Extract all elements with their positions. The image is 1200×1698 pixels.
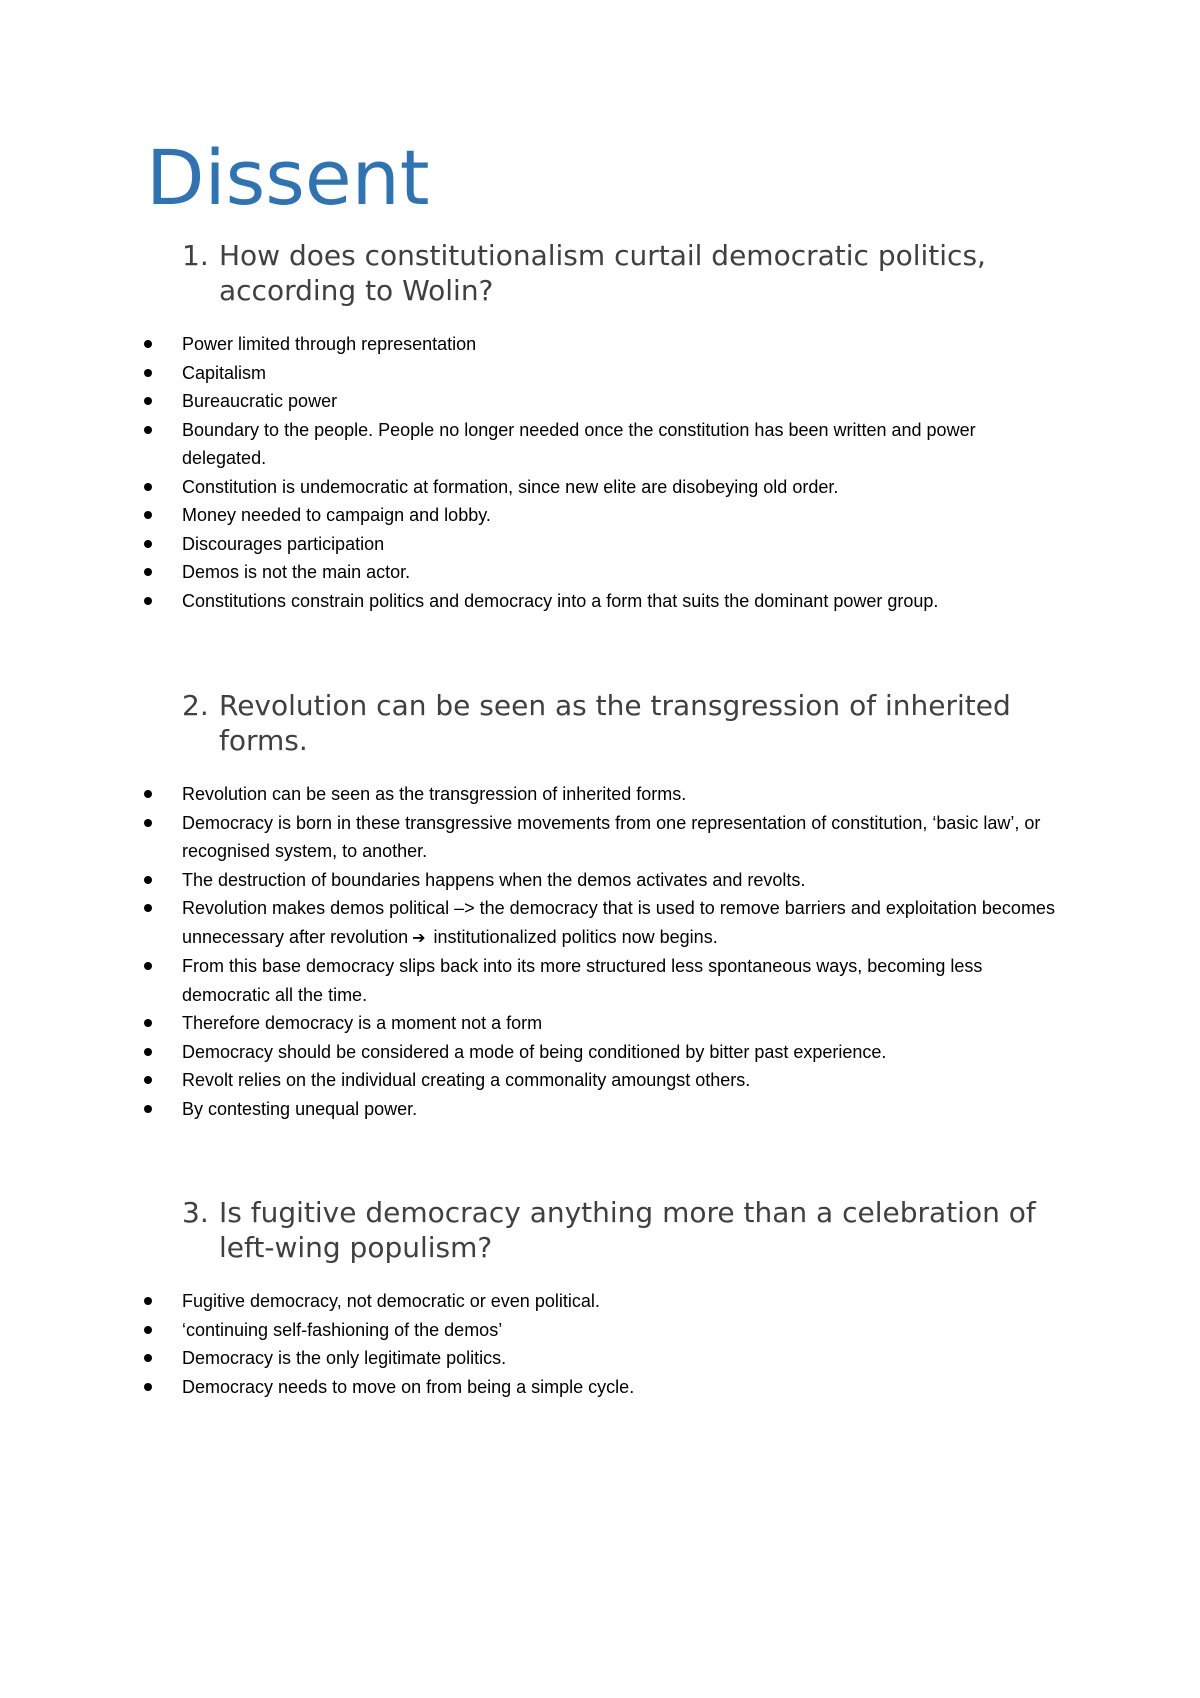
list-item-text: From this base democracy slips back into its more structured less spontaneous ways, becoming less democratic all the time. <box>182 956 983 1005</box>
list-item-text: Constitution is undemocratic at formation, since new elite are disobeying old order. <box>182 476 839 497</box>
list-item-text: Revolution makes demos political –> the democracy that is used to remove barriers and exploitation becomes unnecessary after revolution <box>182 898 1055 947</box>
list-item <box>0 416 1062 473</box>
bullet-dot-icon <box>144 1048 152 1056</box>
section-heading-text: Is fugitive democracy anything more than a celebration of left-wing populism? <box>219 1196 1036 1264</box>
list-item <box>0 894 1062 952</box>
list-item-text: Demos is not the main actor. <box>182 562 411 582</box>
section-heading-text: Revolution can be seen as the transgression of inherited forms. <box>219 689 1011 757</box>
bullet-dot-icon <box>144 511 152 519</box>
list-item-text: By contesting unequal power. <box>182 1098 418 1119</box>
list-item-text: Bureaucratic power <box>182 391 338 411</box>
bullet-dot-icon <box>144 1354 152 1362</box>
bullet-dot-icon <box>144 790 152 798</box>
list-item-text: Democracy needs to move on from being a simple cycle. <box>182 1376 635 1397</box>
bullet-dot-icon <box>144 397 152 405</box>
bullet-dot-icon <box>144 568 152 576</box>
list-item <box>0 780 1062 809</box>
list-item-text: Discourages participation <box>182 533 385 554</box>
list-item <box>0 359 1062 388</box>
section-number: 3. <box>182 1196 209 1229</box>
bullet-dot-icon <box>144 1326 152 1334</box>
bullet-dot-icon <box>144 426 152 434</box>
bullet-dot-icon <box>144 819 152 827</box>
list-item <box>0 1095 1062 1124</box>
list-item-text: ‘continuing self-fashioning of the demos’ <box>182 1319 503 1340</box>
arrow-right-icon: ➔ <box>412 927 426 947</box>
section-number: 1. <box>182 239 209 272</box>
list-item <box>0 1344 1062 1373</box>
list-item <box>0 473 1062 502</box>
list-item <box>0 1009 1062 1038</box>
list-item <box>0 1038 1062 1067</box>
list-item <box>0 387 1062 416</box>
list-item <box>0 866 1062 895</box>
list-item-text: Revolution can be seen as the transgression of inherited forms. <box>182 784 687 804</box>
section-number: 2. <box>182 689 209 722</box>
list-item-text: Revolt relies on the individual creating a commonality amoungst others. <box>182 1070 751 1090</box>
section-heading <box>0 688 1059 758</box>
list-item-text: Democracy is the only legitimate politics. <box>182 1348 507 1368</box>
list-item <box>0 1287 1062 1316</box>
list-item-text: Money needed to campaign and lobby. <box>182 505 491 525</box>
list-item-text: Constitutions constrain politics and democracy into a form that suits the dominant power group. <box>182 590 939 611</box>
list-item <box>0 809 1062 866</box>
bullet-dot-icon <box>144 1105 152 1113</box>
section-heading-text: How does constitutionalism curtail democratic politics, according to Wolin? <box>219 239 986 307</box>
section-heading <box>0 1195 1059 1265</box>
bullet-dot-icon <box>144 369 152 377</box>
bullet-dot-icon <box>144 1076 152 1084</box>
section-1 <box>0 238 1200 615</box>
section-2 <box>0 688 1200 1123</box>
list-item-text: Power limited through representation <box>182 334 477 354</box>
bullet-dot-icon <box>144 1297 152 1305</box>
list-item-text: institutionalized politics now begins. <box>433 926 718 947</box>
list-item-text: Boundary to the people. People no longer needed once the constitution has been written and power delegated. <box>182 419 976 468</box>
list-item-text: Democracy is born in these transgressive movements from one representation of constitution, ‘basic law’, or recognised system, to another. <box>182 812 1041 861</box>
bullet-list <box>0 1287 1200 1401</box>
bullet-dot-icon <box>144 597 152 605</box>
list-item <box>0 1373 1062 1402</box>
list-item-text: The destruction of boundaries happens when the demos activates and revolts. <box>182 869 806 890</box>
list-item-text: Therefore democracy is a moment not a form <box>182 1013 543 1033</box>
list-item <box>0 1066 1062 1095</box>
list-item-text: Democracy should be considered a mode of being conditioned by bitter past experience. <box>182 1041 887 1062</box>
list-item-text: Capitalism <box>182 362 267 383</box>
bullet-dot-icon <box>144 1019 152 1027</box>
list-item <box>0 330 1062 359</box>
section-heading <box>0 238 1059 308</box>
bullet-dot-icon <box>144 340 152 348</box>
list-item <box>0 558 1062 587</box>
list-item <box>0 587 1062 616</box>
bullet-dot-icon <box>144 876 152 884</box>
bullet-dot-icon <box>144 962 152 970</box>
bullet-list <box>0 330 1200 615</box>
bullet-dot-icon <box>144 540 152 548</box>
bullet-list <box>0 780 1200 1123</box>
bullet-dot-icon <box>144 904 152 912</box>
list-item <box>0 1316 1062 1345</box>
document-title: Dissent <box>146 133 430 222</box>
bullet-dot-icon <box>144 1383 152 1391</box>
list-item <box>0 530 1062 559</box>
section-3 <box>0 1195 1200 1401</box>
list-item-text: Fugitive democracy, not democratic or even political. <box>182 1291 600 1311</box>
list-item <box>0 501 1062 530</box>
list-item <box>0 952 1062 1009</box>
bullet-dot-icon <box>144 483 152 491</box>
